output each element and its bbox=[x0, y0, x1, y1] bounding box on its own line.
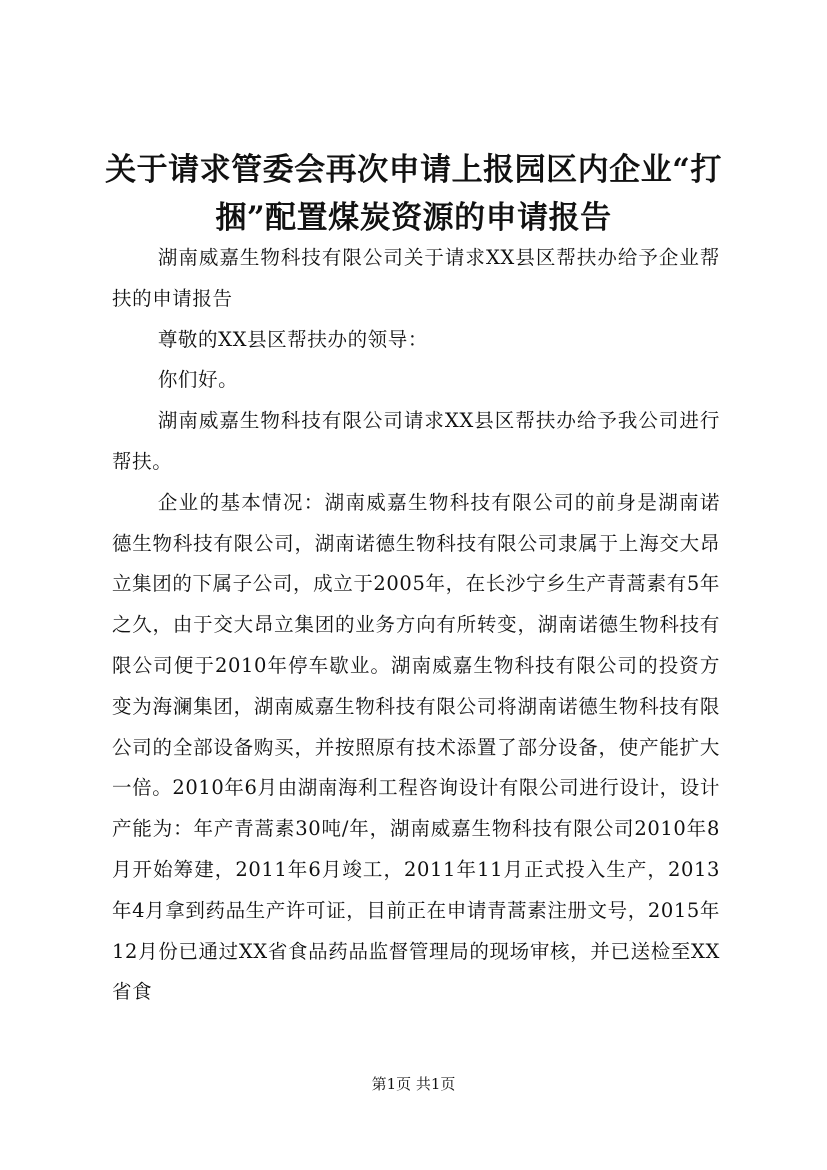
page-number-footer: 第1页 共1页 bbox=[371, 1075, 456, 1093]
document-body bbox=[112, 238, 720, 1013]
paragraph-salutation: 尊敬的XX县区帮扶办的领导： bbox=[157, 327, 428, 351]
paragraph-report-subject: 湖南威嘉生物科技有限公司关于请求XX县区帮扶办给予企业帮扶的申请报告 bbox=[112, 246, 720, 310]
paragraph-company-background: 企业的基本情况：湖南威嘉生物科技有限公司的前身是湖南诺德生物科技有限公司，湖南诺德生物科技有限公司隶属于上海交大昂立集团的下属子公司，成立于2005年，在长沙宁乡生产青蒿素有5年之久，由于交大昂立集团的业务方向有所转变，湖南诺德生物科技有限公司便于2010年停车歇业。湖南威嘉生物科技有限公司的投资方变为海澜集团，湖南威嘉生物科技有限公司将湖南诺德生物科技有限公司的全部设备购买，并按照原有技术添置了部分设备，使产能扩大一倍。2010年6月由湖南海利工程咨询设计有限公司进行设计，设计产能为：年产青蒿素30吨/年，湖南威嘉生物科技有限公司2010年8月开始筹建，2011年6月竣工，2011年11月正式投入生产，2013年4月拿到药品生产许可证，目前正在申请青蒿素注册文号，2015年12月份已通过XX省食品药品监督管理局的现场审核，并已送检至XX省食 bbox=[112, 490, 720, 1004]
document-title: 关于请求管委会再次申请上报园区内企业“打捆”配置煤炭资源的申请报告 bbox=[105, 152, 722, 236]
paragraph-request: 湖南威嘉生物科技有限公司请求XX县区帮扶办给予我公司进行帮扶。 bbox=[112, 409, 720, 473]
paragraph-greeting: 你们好。 bbox=[157, 368, 239, 392]
